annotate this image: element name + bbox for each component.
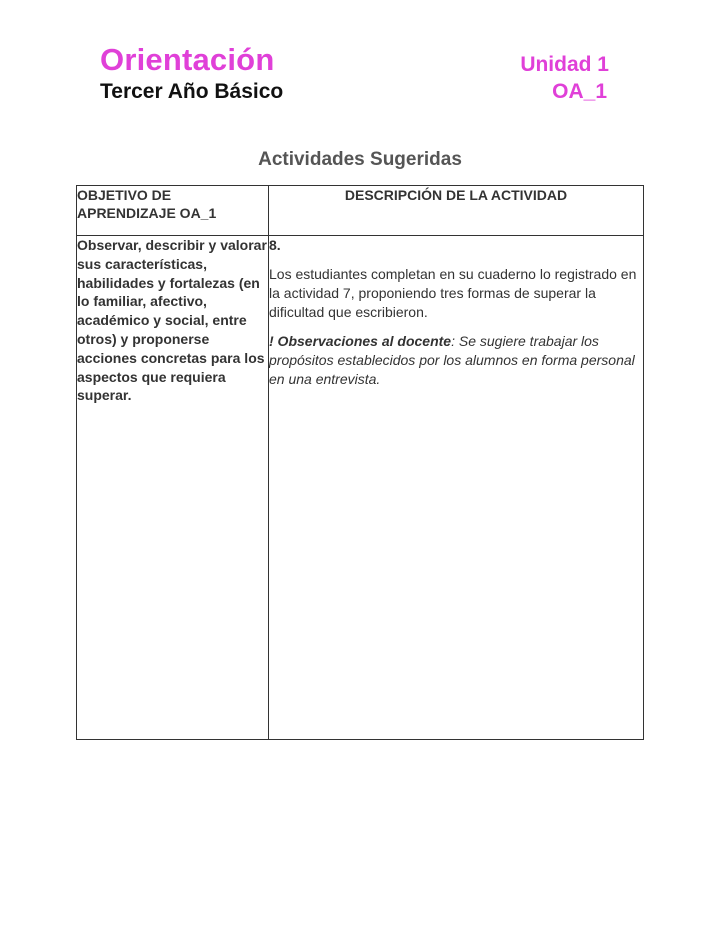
teacher-note-label: ! Observaciones al docente [269,333,452,349]
unit-label: Unidad 1 [520,53,609,76]
header-objective: OBJETIVO DE APRENDIZAJE OA_1 [77,186,269,236]
table-row [77,236,644,740]
activity-number: 8. [269,237,281,253]
description-cell [269,236,644,740]
table-header-row [77,186,644,236]
teacher-note [269,332,643,389]
activity-text: Los estudiantes completan en su cuaderno lo registrado en la actividad 7, proponiendo tres formas de superar la dificultad que escribieron. [269,266,637,320]
header-description: DESCRIPCIÓN DE LA ACTIVIDAD [269,186,644,236]
page-title: Orientación [100,42,275,77]
activities-table [76,185,644,740]
page-subtitle: Tercer Año Básico [100,80,284,103]
section-title: Actividades Sugeridas [258,149,462,170]
oa-label: OA_1 [552,80,607,103]
teacher-note-text: : Se sugiere trabajar los propósitos establecidos por los alumnos en forma personal en una entrevista. [269,333,635,387]
objective-cell: Observar, describir y valorar sus características, habilidades y fortalezas (en lo familiar, afectivo, académico y social, entre otros) y proponerse acciones concretas para los aspectos que requiera superar. [77,236,269,740]
